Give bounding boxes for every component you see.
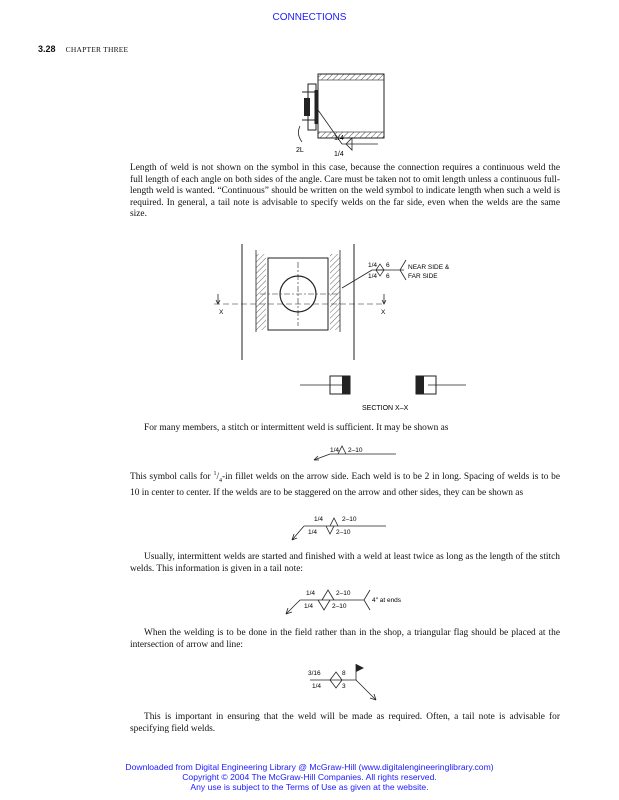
- fig5-bottom-size: 1/4: [304, 603, 314, 610]
- paragraph-field-weld-importance: This is important in ensuring that the weld will be made as required. Often, a tail note is advisable for specifying field welds.: [130, 712, 560, 734]
- fraction-numerator: 1: [213, 471, 217, 477]
- footer-copyright-line: Copyright © 2004 The McGraw-Hill Companies. All rights reserved.: [182, 772, 437, 782]
- figure-staggered-weld-symbol: [290, 510, 400, 546]
- figure-plate-weld-section: [210, 240, 470, 415]
- paragraph-stitch-explanation: This symbol calls for $^1/_4-in$ fillet welds on the arrow side. Each weld is to be 2 in long. Spacing of welds is to be 10 in center to center. If the welds are to be staggered on the arrow and other sides, they can be shown as: [130, 471, 561, 498]
- fig6-bottom-length: 3: [342, 683, 346, 690]
- fig2-tail-note-far: FAR SIDE: [408, 273, 438, 280]
- fig2-x-right: X: [381, 309, 386, 316]
- fig6-top-size: 3/16: [308, 670, 321, 677]
- figure-weld-symbol-with-tail: [284, 584, 404, 618]
- paragraph-stitch-weld: For many members, a stitch or intermittent weld is sufficient. It may be shown as: [144, 423, 449, 433]
- fig2-top-size: 1/4: [368, 262, 378, 269]
- fig5-top-size: 1/4: [306, 590, 316, 597]
- fig4-bottom-spec: 2–10: [336, 529, 351, 536]
- paragraph-continuous-weld: Length of weld is not shown on the symbol in this case, because the connection requires a continuous weld the full length of each angle on both sides of the angle. Care must be taken not to omit length unless a continuous full-length weld is wanted. “Continuous” should be written on the weld symbol to indicate length when such a weld is required. In general, a tail note is advisable to specify welds on the far side, even when the welds are the same size.: [130, 163, 560, 220]
- fig4-top-size: 1/4: [314, 516, 324, 523]
- fig2-bottom-length: 6: [386, 273, 390, 280]
- page-footer: [0, 762, 619, 792]
- fig3-size: 1/4: [330, 447, 340, 454]
- fig5-bottom-spec: 2–10: [332, 603, 347, 610]
- footer-terms-line[interactable]: Any use is subject to the Terms of Use as given at the website.: [190, 782, 429, 792]
- fig1-bottom-fraction: 1/4: [334, 151, 344, 158]
- fig5-tail-note: 4″ at ends: [372, 597, 402, 604]
- para3-after: -in fillet welds on the arrow side. Each weld is to be 2 in long. Spacing of welds is to be 10 in center to center. If the welds are to be staggered on the arrow and other sides, they can be shown as: [130, 472, 561, 498]
- footer-download-line[interactable]: Downloaded from Digital Engineering Library @ McGraw-Hill (www.digitalengineeringlibrary.com): [125, 762, 494, 772]
- paragraph-field-weld: When the welding is to be done in the field rather than in the shop, a triangular flag should be placed at the intersection of arrow and line:: [130, 628, 560, 650]
- paragraph-tail-note: Usually, intermittent welds are started and finished with a weld at least twice as long as the length of the stitch welds. This information is given in a tail note:: [130, 552, 560, 574]
- fig2-top-length: 6: [386, 262, 390, 269]
- fig2-x-left: X: [219, 309, 224, 316]
- figure-intermittent-weld-symbol: [308, 440, 408, 466]
- fig2-section-caption: SECTION X–X: [362, 405, 409, 412]
- fig4-bottom-size: 1/4: [308, 529, 318, 536]
- fig2-bottom-size: 1/4: [368, 273, 378, 280]
- fig6-bottom-size: 1/4: [312, 683, 322, 690]
- fig1-label-2l: 2L: [296, 147, 304, 154]
- fig3-spec: 2–10: [348, 447, 363, 454]
- fraction-denominator: 4: [219, 478, 223, 484]
- chapter-title: CHAPTER THREE: [65, 45, 129, 54]
- fig6-top-length: 8: [342, 670, 346, 677]
- fig2-tail-note-near: NEAR SIDE &: [408, 264, 450, 271]
- figure-double-angle-weld: [280, 70, 400, 162]
- para3-before: This symbol calls for: [130, 472, 214, 483]
- fig5-top-spec: 2–10: [336, 590, 351, 597]
- figure-field-weld-symbol: [300, 660, 390, 706]
- page-header: [38, 44, 128, 54]
- fig4-top-spec: 2–10: [342, 516, 357, 523]
- page-number: 3.28: [38, 44, 56, 54]
- fig1-top-fraction: 1/4: [334, 135, 344, 142]
- book-section-banner: CONNECTIONS: [272, 12, 347, 23]
